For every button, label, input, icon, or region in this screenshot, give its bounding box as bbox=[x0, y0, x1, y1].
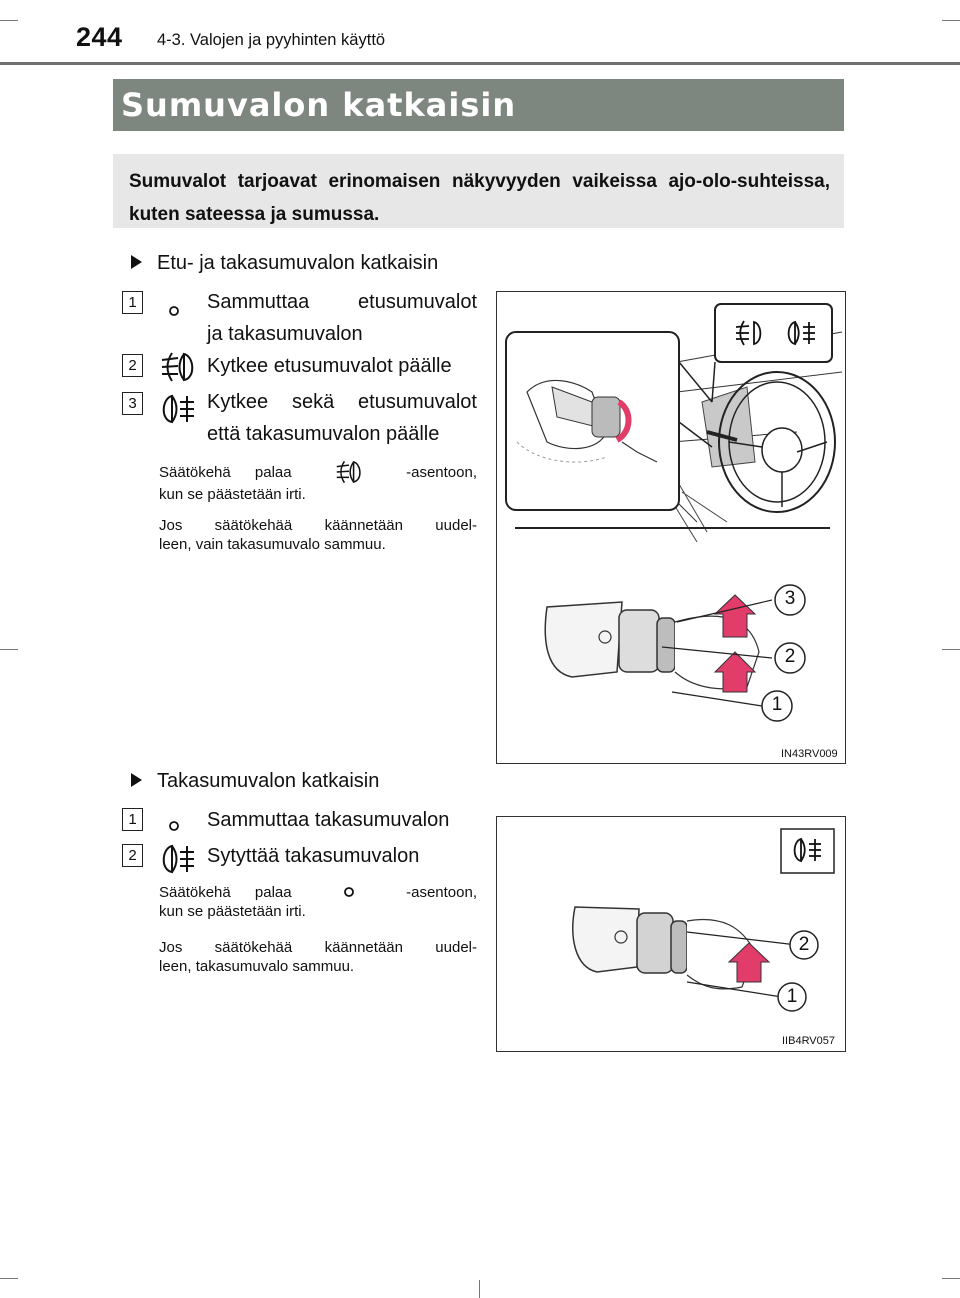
front-fog-light-icon bbox=[331, 459, 367, 485]
note-text-part: Jos säätökehää käännetään uudel- bbox=[159, 517, 477, 534]
figure-box bbox=[496, 291, 846, 764]
item-text: Kytkee sekä etusumuvalot bbox=[207, 391, 477, 413]
section-title: Sumuvalon katkaisin bbox=[121, 86, 517, 124]
figure-box bbox=[496, 816, 846, 1052]
figure-callout: 2 bbox=[784, 646, 796, 667]
section-title-bar bbox=[113, 79, 844, 131]
note-text-part: -asentoon, bbox=[406, 883, 477, 901]
subheading-front-rear bbox=[157, 252, 438, 275]
subheading-text: Etu- ja takasumuvalon katkaisin bbox=[157, 252, 439, 274]
note-text-part: kun se päästetään irti. bbox=[159, 486, 306, 503]
item-number: 2 bbox=[122, 354, 143, 377]
page-number: 244 bbox=[76, 22, 123, 52]
fog-light-off-icon bbox=[164, 813, 184, 839]
item-number: 3 bbox=[122, 392, 143, 415]
item-text: Sammuttaa etusumuvalot bbox=[207, 291, 477, 313]
list-item bbox=[207, 804, 477, 836]
crop-mark bbox=[942, 1278, 960, 1279]
figure-code: IN43RV009 bbox=[781, 748, 838, 760]
crop-mark bbox=[0, 20, 18, 21]
list-item bbox=[207, 286, 477, 350]
note-text bbox=[159, 516, 477, 554]
triangle-bullet-icon bbox=[131, 255, 142, 269]
note-text bbox=[159, 459, 477, 504]
fog-light-off-icon bbox=[338, 882, 360, 902]
crop-mark bbox=[942, 20, 960, 21]
item-text: Sytyttää takasumuvalon bbox=[207, 845, 420, 867]
figure-callout: 1 bbox=[786, 986, 798, 1007]
item-text: Sammuttaa takasumuvalon bbox=[207, 809, 450, 831]
figure-code: IIB4RV057 bbox=[782, 1035, 836, 1047]
note-text bbox=[159, 938, 477, 976]
list-item bbox=[207, 840, 477, 872]
note-text-part: leen, takasumuvalo sammuu. bbox=[159, 958, 355, 975]
note-text-part: kun se päästetään irti. bbox=[159, 903, 306, 920]
item-text: Kytkee etusumuvalot päälle bbox=[207, 355, 452, 377]
note-text-part: leen, vain takasumuvalo sammuu. bbox=[159, 536, 386, 553]
item-text: ja takasumuvalon bbox=[207, 323, 363, 345]
rear-fog-light-icon bbox=[156, 392, 200, 426]
crop-mark bbox=[0, 1278, 18, 1279]
item-text: että takasumuvalon päälle bbox=[207, 423, 440, 445]
note-text-part: Jos säätökehää käännetään uudel- bbox=[159, 939, 477, 956]
chapter-title: 4-3. Valojen ja pyyhinten käyttö bbox=[157, 31, 386, 49]
crop-mark bbox=[942, 649, 960, 650]
note-text bbox=[159, 882, 477, 921]
note-text-part: Säätökehä palaa bbox=[159, 883, 292, 901]
intro-text: Sumuvalot tarjoavat erinomaisen näkyvyyden vaikeissa ajo-olo-suhteissa, kuten sateessa ja sumussa. bbox=[129, 171, 830, 225]
item-number: 2 bbox=[122, 844, 143, 867]
note-text-part: Säätökehä palaa bbox=[159, 463, 292, 481]
list-item bbox=[207, 386, 477, 450]
item-number: 1 bbox=[122, 291, 143, 314]
front-fog-light-icon bbox=[156, 350, 200, 384]
rear-fog-light-icon bbox=[156, 842, 200, 876]
crop-mark bbox=[479, 1280, 480, 1298]
subheading-rear bbox=[157, 770, 379, 793]
figure-callout: 1 bbox=[771, 694, 783, 715]
figure-callout: 2 bbox=[798, 934, 810, 955]
header-rule bbox=[0, 62, 960, 65]
figure-callout: 3 bbox=[784, 588, 796, 609]
note-text-part: -asentoon, bbox=[406, 463, 477, 481]
crop-mark bbox=[0, 649, 18, 650]
intro-box bbox=[113, 154, 844, 228]
subheading-text: Takasumuvalon katkaisin bbox=[157, 770, 380, 792]
item-number: 1 bbox=[122, 808, 143, 831]
fog-light-off-icon bbox=[164, 298, 184, 324]
rear-fog-switch-figure bbox=[497, 817, 845, 1051]
list-item bbox=[207, 350, 477, 382]
fog-switch-figure bbox=[497, 292, 845, 763]
triangle-bullet-icon bbox=[131, 773, 142, 787]
